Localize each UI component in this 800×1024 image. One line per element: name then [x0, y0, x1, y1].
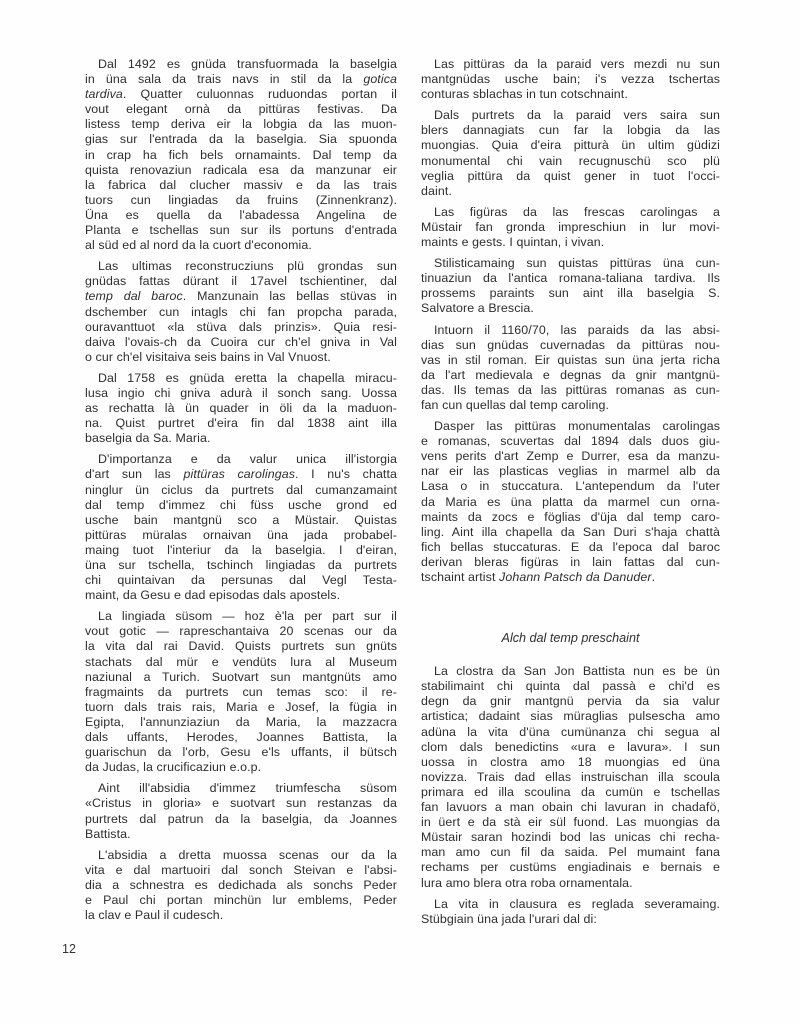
text-run: in üna sala da trais navs in stil da la [85, 72, 364, 87]
text-run: Planta e tschellas sun sur ils portuns d'entrada [85, 223, 397, 238]
text-line [85, 289, 397, 304]
two-column-layout [85, 57, 720, 927]
text-line [421, 108, 720, 123]
text-line [85, 320, 397, 335]
text-line [85, 87, 397, 102]
text-run: . Manzunain las bellas stüvas in [182, 289, 397, 304]
text-line [421, 87, 720, 102]
text-line [421, 138, 720, 153]
text-line [85, 223, 397, 238]
text-line [421, 220, 720, 235]
text-run: maing tuot l'interiur da la baselgia. I d'eiran, [85, 542, 397, 557]
right-column [421, 57, 720, 927]
text-line [421, 664, 720, 679]
text-run: Dasper las pittüras monumentalas carolingas [434, 419, 720, 434]
text-line [421, 184, 720, 199]
text-run: la fabrica dal clucher massiv e da las trais [85, 177, 397, 192]
text-run: pittüras müralas ornaivan üna jada probabel- [85, 527, 397, 542]
text-line [85, 305, 397, 320]
text-line [85, 371, 397, 386]
text-line [85, 760, 397, 775]
text-line [421, 694, 720, 709]
text-line [421, 449, 720, 464]
text-line [85, 350, 397, 365]
text-run: chi quintaivan da persunas dal Vegl Testa- [85, 573, 397, 588]
text-run: La clostra da San Jon Battista nun es be ün [434, 664, 720, 679]
text-line [421, 235, 720, 250]
text-line [85, 148, 397, 163]
text-line [421, 555, 720, 570]
text-line [421, 570, 720, 585]
text-run: maint, da Gesu e dad episodas dals apostels. [85, 588, 341, 603]
text-run: la vita dal rai David. Quists purtrets sun gnüts [85, 639, 397, 654]
text-run: Las figüras da las frescas carolingas a [434, 204, 720, 219]
text-run: gnüdas fattas dürant il 17avel tschientiner, dal [85, 274, 397, 289]
text-run: rechams per custüms engiadinais e bernais e [421, 860, 720, 875]
text-run: in crap ha fich bels ornamaints. Dal temp da [85, 147, 397, 162]
paragraph [85, 452, 397, 603]
text-run: e romanas, scuvertas dal 1894 dals duos giu- [421, 434, 720, 449]
text-line [85, 685, 397, 700]
section-heading [421, 631, 720, 646]
text-run: man amo cun fil da saida. Pel mumaint fana [421, 845, 720, 860]
text-run: guarischun da l'orb, Gesu e'ls uffants, il bütsch [85, 745, 397, 760]
text-line [85, 827, 397, 842]
text-line [85, 208, 397, 223]
text-run: fan lavuors a man obain chi lavuran in chadafö, [421, 800, 720, 815]
text-run: ninglur ün ciclus da purtrets dal cumanzamaint [85, 482, 397, 497]
text-run: uossa in clostra amo 18 muongias ed üna [421, 754, 720, 769]
text-run: ling. Aint illa chapella da San Duri s'haja chattà [421, 524, 720, 539]
text-line [85, 416, 397, 431]
text-run: dschember cun intagls chi fan propcha parada, [85, 304, 397, 319]
text-run: o cur ch'el visitaiva seis bains in Val Vnuost. [85, 349, 331, 364]
text-run: La lingiada süsom — hoz è'la per part sur il [98, 609, 397, 624]
text-line [85, 401, 397, 416]
text-line [421, 123, 720, 138]
text-run: baselgia da Sa. Maria. [85, 431, 211, 446]
text-line [421, 755, 720, 770]
text-run: Üna es quella da l'abadessa Angelina de [85, 207, 397, 222]
paragraph [421, 323, 720, 414]
text-run: quista renovaziun radicala esa da manzunar eir [85, 162, 397, 177]
text-line [85, 670, 397, 685]
text-line [421, 830, 720, 845]
text-run: Alch dal temp preschaint [501, 631, 640, 646]
text-line [421, 419, 720, 434]
text-line [85, 573, 397, 588]
text-line [421, 800, 720, 815]
text-run: fich bellas stuccaturas. E da l'epoca dal baroc [421, 539, 720, 554]
text-run: usche bain mantgnü sco a Müstair. Quistas [85, 512, 397, 527]
text-line [85, 700, 397, 715]
text-line [85, 452, 397, 467]
text-line [421, 725, 720, 740]
text-run: dia a schnestra es dedichada als sonchs Peder [85, 877, 397, 892]
text-run: maints e gests. I quintan, i vivan. [421, 235, 605, 250]
text-run: Las pittüras da la paraid vers mezdi nu sun [434, 57, 720, 71]
text-line [421, 631, 720, 646]
text-run: Stilisticamaing sun quistas pittüras üna cun- [434, 256, 720, 271]
text-run: lura amo blera otra roba ornamentala. [421, 875, 633, 890]
text-run: novizza. Trais dad ellas instruischan illa scoula [421, 769, 720, 784]
text-run: daiva l'ovais-ch da Cuoira cur ch'el gniva in Val [85, 334, 397, 349]
text-line [85, 624, 397, 639]
text-line [421, 740, 720, 755]
text-line [421, 679, 720, 694]
text-line [421, 383, 720, 398]
text-run: lusa ingio chi gniva adurà il sonch sang. Uossa [85, 385, 397, 400]
text-run: monumental chi vain recugnuschü sco plü [421, 153, 720, 168]
text-line [85, 386, 397, 401]
text-run: blers dannagiats cun far la lobgia da las [421, 123, 720, 138]
paragraph [85, 781, 397, 841]
text-line [85, 588, 397, 603]
text-run: . I nu's chatta [295, 467, 398, 482]
text-line [421, 876, 720, 891]
text-run: dals uffants, Herodes, Joannes Battista, la [85, 730, 397, 745]
text-line [85, 57, 397, 72]
paragraph [421, 256, 720, 316]
text-run: derivan bleras figüras in lain fattas dal cun- [421, 554, 720, 569]
text-run: fan cun quellas dal temp caroling. [421, 397, 609, 412]
text-run: tuorn dals trais rais, Maria e Josef, la fügia in [85, 699, 397, 714]
text-run: al süd ed al nord da la cuort d'economia. [85, 238, 312, 253]
text-run: . [651, 570, 656, 584]
text-line [85, 238, 397, 253]
text-line [85, 558, 397, 573]
text-run: L'absidia a dretta muossa scenas our da la [98, 847, 397, 862]
text-run: Egipta, l'annunziaziun da Maria, la mazzacra [85, 714, 397, 729]
text-line [85, 528, 397, 543]
text-run: da Maria es üna platta da marmel cun orna- [421, 494, 720, 509]
text-line [85, 908, 397, 923]
text-line [421, 464, 720, 479]
text-line [85, 335, 397, 350]
text-run: d'art sun las [85, 467, 184, 482]
text-run: da Judas, la crucificaziun e.o.p. [85, 760, 262, 775]
text-run: la clav e Paul il cudesch. [85, 908, 224, 923]
text-line [421, 205, 720, 220]
text-run: das. Ils temas da las pittüras romanas as cun- [421, 382, 720, 397]
text-line [85, 193, 397, 208]
text-run: Müstair fan gronda impreschiun in lur movi- [421, 219, 720, 234]
paragraph [85, 609, 397, 775]
text-run: gias sur l'entrada da la baselgia. Sia spuonda [85, 132, 397, 147]
text-line [421, 434, 720, 449]
text-line [85, 796, 397, 811]
paragraph [421, 108, 720, 199]
text-line [85, 863, 397, 878]
text-run: muongias. Quia d'eira pitturà ün ultim güdizi [421, 138, 720, 153]
text-run: daint. [421, 183, 452, 198]
text-line [85, 431, 397, 446]
text-line [421, 338, 720, 353]
text-line [421, 398, 720, 413]
text-line [85, 543, 397, 558]
text-run: adüna la vita d'üna cumünanza chi segua al [421, 724, 720, 739]
text-run: Dal 1492 es gnüda transfuormada la baselgia [98, 57, 397, 71]
text-line [85, 715, 397, 730]
text-line [421, 860, 720, 875]
text-run: üna sur tschella, tschinch lingiadas da purtrets [85, 558, 397, 572]
text-run: prossems paraints sun aint illa baselgia S. [421, 286, 720, 301]
text-line [421, 353, 720, 368]
text-line [421, 845, 720, 860]
text-run: artistica; dadaint sias müraglias pulsescha amo [421, 709, 720, 724]
text-run: dal temp d'immez chi füss usche grond ed [85, 497, 397, 512]
text-line [85, 655, 397, 670]
text-run: listess temp deriva eir la lobgia da las muon- [85, 117, 397, 132]
text-line [421, 72, 720, 87]
text-line [421, 785, 720, 800]
text-run: Dal 1758 es gnüda eretta la chapella miracu- [98, 370, 397, 385]
text-line [85, 102, 397, 117]
text-line [85, 72, 397, 87]
text-line [85, 893, 397, 908]
text-run: D'importanza e da valur unica ill'istorgia [98, 452, 397, 467]
text-run: e Paul chi portan minchün lur emblems, Peder [85, 892, 397, 907]
text-run: Müstair saran hozindi bod las unicas chi recha- [421, 830, 720, 845]
text-line [85, 117, 397, 132]
text-run: vita e dal martuoiri dal sonch Steivan e l'absi- [85, 862, 397, 877]
text-run: Aint ill'absidia d'immez triumfescha süsom [98, 781, 397, 796]
text-run: nar eir las plasticas veglias in marmel alb da [421, 464, 720, 479]
text-run: . Quatter culuonnas ruduondas portan il [122, 87, 397, 102]
text-run: stabilimaint chi quinta dal passà e chi'd es [421, 679, 720, 694]
text-run: tuors cun lingiadas da fruins (Zinnenkranz). [85, 192, 397, 207]
text-line [421, 495, 720, 510]
text-line [421, 770, 720, 785]
italic-text-run: tardiva [85, 87, 123, 102]
text-line [421, 709, 720, 724]
text-run: Lasa o in stuccatura. L'antependum da l'uter [421, 479, 720, 494]
text-line [85, 639, 397, 654]
text-line [421, 525, 720, 540]
text-run: tschaint artist [421, 570, 500, 584]
text-run: ouravanttuot «la stüva dals prinzis». Quia resi- [85, 319, 397, 334]
paragraph [421, 205, 720, 250]
paragraph [421, 57, 720, 102]
paragraph [421, 419, 720, 585]
text-run: primara ed illa scoulina da cumün e tschellas [421, 784, 720, 799]
text-run: Dals purtrets da la paraid vers saira sun [434, 108, 720, 123]
text-line [421, 57, 720, 72]
text-line [85, 513, 397, 528]
text-run: «Cristus in gloria» e suotvart sun restanzas da [85, 796, 397, 811]
text-run: stachats dal mür e vendüts lura al Museum [85, 654, 397, 669]
text-run: mantgnüdas usche bain; i's vezza tschertas [421, 72, 720, 87]
text-line [421, 540, 720, 555]
text-line [85, 848, 397, 863]
text-run: da l'art medievala e degnas da gnir mantgnü- [421, 367, 720, 382]
text-line [421, 912, 720, 927]
text-run: La vita in clausura es reglada severamaing. [434, 896, 720, 911]
text-line [85, 274, 397, 289]
text-run: vens perits d'art Zemp e Durrer, esa da manzu- [421, 449, 720, 464]
paragraph [85, 57, 397, 253]
italic-text-run: temp dal baroc [85, 289, 183, 304]
text-run: Intuorn il 1160/70, las paraids da las absi- [434, 322, 720, 337]
text-run: as rechatta là ün quader in öli da la maduon- [85, 401, 397, 416]
text-run: vout gotic — rapreschantaiva 20 scenas our da [85, 624, 397, 639]
text-run: fragmaints da purtrets cun temas sco: il re- [85, 684, 397, 699]
text-line [421, 323, 720, 338]
text-line [85, 467, 397, 482]
italic-text-run: gotica [363, 72, 397, 87]
text-run: veglia pittüra da quist gener in tuot l'occi- [421, 168, 720, 183]
text-line [85, 878, 397, 893]
paragraph [85, 848, 397, 923]
paragraph [85, 371, 397, 446]
text-line [85, 745, 397, 760]
text-line [85, 609, 397, 624]
text-line [421, 897, 720, 912]
text-line [421, 368, 720, 383]
text-line [421, 510, 720, 525]
text-run: in üert e da stà eir sül fuond. Las muongias da [421, 815, 720, 830]
text-line [85, 812, 397, 827]
text-run: purtrets dal patrun da la baselgia, da Joannes [85, 811, 397, 826]
italic-text-run: pittüras carolingas [183, 467, 295, 482]
text-run: conturas sblachas in tun cotschnaint. [421, 87, 628, 102]
text-line [85, 781, 397, 796]
paragraph [421, 664, 720, 890]
text-run: vas in stil roman. Eir quistas sun üna jerta richa [421, 352, 720, 367]
text-line [85, 259, 397, 274]
paragraph [421, 897, 720, 927]
text-line [421, 256, 720, 271]
italic-text-run: Johann Patsch da Danuder [499, 570, 652, 584]
left-column [85, 57, 397, 927]
paragraph [85, 259, 397, 365]
text-line [85, 178, 397, 193]
text-line [421, 479, 720, 494]
page-number: 12 [62, 942, 76, 956]
text-line [85, 163, 397, 178]
text-run: vout elegant ornà da pittüras festivas. Da [85, 102, 397, 117]
text-run: tinuaziun da l'antica romana-taliana tardiva. Ils [421, 271, 720, 286]
text-run: dias sun gnüdas cuvernadas da pittüras nou- [421, 337, 720, 352]
text-run: Battista. [85, 826, 131, 841]
text-run: maints da zocs e föglias d'üja dal temp caro- [421, 509, 720, 524]
text-run: degn da gnir mantgnü pervia da sia valur [421, 694, 720, 709]
text-line [85, 132, 397, 147]
text-run: Stübgiain üna jada l'urari dal di: [421, 911, 597, 926]
text-run: Las ultimas reconstrucziuns plü grondas sun [98, 259, 397, 274]
text-line [421, 169, 720, 184]
text-line [85, 498, 397, 513]
text-run: Salvatore a Brescia. [421, 301, 534, 316]
text-line [421, 301, 720, 316]
text-line [85, 483, 397, 498]
text-run: naziunal a Turich. Suotvart sun mantgnüts amo [85, 669, 397, 684]
text-run: na. Quist purtret d'eira fin dal 1838 aint illa [85, 416, 397, 431]
text-run: clom dals benedictins «ura e lavura». I sun [421, 739, 720, 754]
text-line [421, 286, 720, 301]
text-line [421, 271, 720, 286]
text-line [421, 154, 720, 169]
text-line [421, 815, 720, 830]
text-line [85, 730, 397, 745]
